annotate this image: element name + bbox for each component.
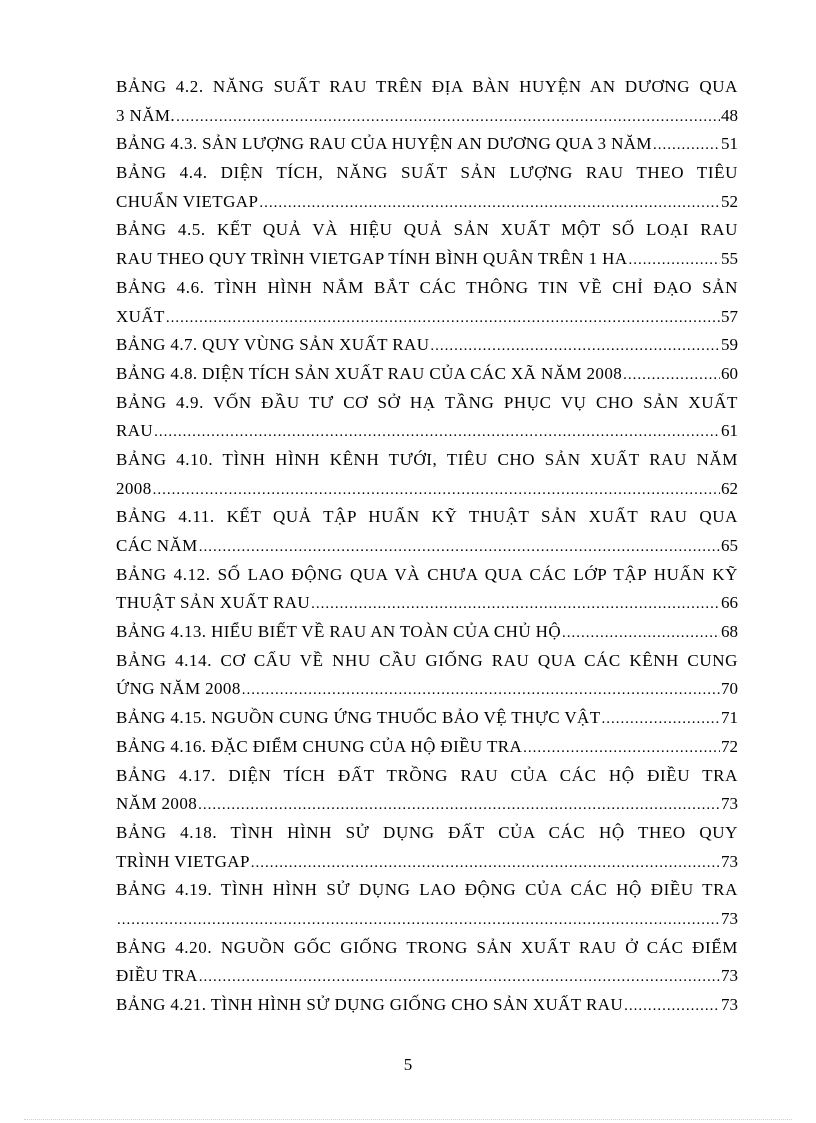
toc-page-number: 55 bbox=[721, 249, 738, 269]
toc-entry-leader-line bbox=[116, 905, 738, 934]
dot-leader bbox=[251, 849, 720, 877]
dot-leader bbox=[199, 533, 720, 561]
toc-page-number: 62 bbox=[721, 478, 738, 498]
toc-entry-title: RAU bbox=[116, 421, 154, 441]
toc-entry-leader-line bbox=[116, 589, 738, 618]
toc-entry[interactable] bbox=[116, 733, 738, 762]
table-of-tables bbox=[116, 73, 738, 1020]
toc-entry[interactable] bbox=[116, 159, 738, 216]
toc-entry-title: BẢNG 4.8. DIỆN TÍCH SẢN XUẤT RAU CỦA CÁC XÃ NĂM 2008 bbox=[116, 363, 623, 383]
dot-leader bbox=[153, 476, 720, 504]
dot-leader bbox=[623, 361, 720, 389]
dot-leader bbox=[653, 131, 720, 159]
toc-entry[interactable] bbox=[116, 216, 738, 273]
toc-entry-title-line: BẢNG 4.4. DIỆN TÍCH, NĂNG SUẤT SẢN LƯỢNG RAU THEO TIÊU bbox=[116, 163, 738, 183]
toc-entry-title: CHUẨN VIETGAP bbox=[116, 191, 259, 211]
toc-entry[interactable] bbox=[116, 360, 738, 389]
toc-entry-leader-line bbox=[116, 475, 738, 504]
dot-leader bbox=[430, 332, 720, 360]
toc-entry[interactable] bbox=[116, 130, 738, 159]
toc-page-number: 48 bbox=[721, 105, 738, 125]
dot-leader bbox=[311, 590, 720, 618]
toc-entry-title: 3 NĂM. bbox=[116, 105, 176, 125]
toc-entry[interactable] bbox=[116, 446, 738, 503]
toc-entry[interactable] bbox=[116, 389, 738, 446]
toc-entry-title: XUẤT bbox=[116, 306, 165, 326]
toc-entry-title: RAU THEO QUY TRÌNH VIETGAP TÍNH BÌNH QUÂN TRÊN 1 HA bbox=[116, 249, 628, 269]
toc-entry-title-line: BẢNG 4.12. SỐ LAO ĐỘNG QUA VÀ CHƯA QUA CÁC LỚP TẬP HUẤN KỸ bbox=[116, 564, 738, 584]
toc-entry-title-line: BẢNG 4.17. DIỆN TÍCH ĐẤT TRỒNG RAU CỦA CÁC HỘ ĐIỀU TRA bbox=[116, 765, 738, 785]
toc-page-number: 70 bbox=[721, 679, 738, 699]
toc-page-number: 73 bbox=[721, 794, 738, 814]
toc-page-number: 68 bbox=[721, 622, 738, 642]
toc-entry[interactable] bbox=[116, 503, 738, 560]
toc-entry[interactable] bbox=[116, 704, 738, 733]
toc-entry-leader-line bbox=[116, 962, 738, 991]
toc-entry[interactable] bbox=[116, 991, 738, 1020]
toc-entry-leader-line bbox=[116, 360, 738, 389]
toc-entry-title-line: BẢNG 4.9. VỐN ĐẦU TƯ CƠ SỞ HẠ TẦNG PHỤC VỤ CHO SẢN XUẤT bbox=[116, 392, 738, 412]
toc-entry-leader-line bbox=[116, 417, 738, 446]
dot-leader bbox=[259, 189, 720, 217]
toc-entry-title: BẢNG 4.15. NGUỒN CUNG ỨNG THUỐC BẢO VỆ THỰC VẬT bbox=[116, 708, 601, 728]
toc-entry-leader-line bbox=[116, 733, 738, 762]
toc-entry[interactable] bbox=[116, 331, 738, 360]
toc-entry-title: BẢNG 4.7. QUY VÙNG SẢN XUẤT RAU bbox=[116, 335, 430, 355]
toc-entry-title: ỨNG NĂM 2008 bbox=[116, 679, 241, 699]
toc-page-number: 51 bbox=[721, 134, 738, 154]
toc-page-number: 57 bbox=[721, 306, 738, 326]
toc-entry[interactable] bbox=[116, 934, 738, 991]
toc-entry-leader-line bbox=[116, 102, 738, 131]
page-number: 5 bbox=[403, 1055, 413, 1074]
dot-leader bbox=[154, 418, 720, 446]
toc-entry[interactable] bbox=[116, 647, 738, 704]
toc-entry-title: ĐIỀU TRA bbox=[116, 966, 198, 986]
dot-leader bbox=[602, 705, 720, 733]
toc-page-number: 52 bbox=[721, 191, 738, 211]
toc-entry-title: BẢNG 4.21. TÌNH HÌNH SỬ DỤNG GIỐNG CHO SẢN XUẤT RAU bbox=[116, 995, 624, 1014]
toc-page-number: 65 bbox=[721, 536, 738, 555]
toc-page-number: 73 bbox=[721, 966, 738, 986]
toc-entry-leader-line bbox=[116, 532, 738, 561]
toc-entry-leader-line bbox=[116, 331, 738, 360]
dot-leader bbox=[176, 103, 720, 131]
toc-page-number: 72 bbox=[721, 736, 738, 756]
toc-entry-leader-line bbox=[116, 704, 738, 733]
toc-entry-title-line: BẢNG 4.14. CƠ CẤU VỀ NHU CẦU GIỐNG RAU QUA CÁC KÊNH CUNG bbox=[116, 650, 738, 670]
toc-entry-title: BẢNG 4.3. SẢN LƯỢNG RAU CỦA HUYỆN AN DƯƠNG QUA 3 NĂM bbox=[116, 134, 652, 154]
dot-leader bbox=[166, 304, 720, 332]
dot-leader bbox=[242, 676, 720, 704]
toc-page-number: 71 bbox=[721, 708, 738, 728]
toc-entry-leader-line bbox=[116, 188, 738, 217]
dot-leader bbox=[562, 619, 720, 647]
toc-page-number: 73 bbox=[721, 908, 738, 928]
toc-entry[interactable] bbox=[116, 876, 738, 933]
toc-entry-leader-line bbox=[116, 790, 738, 819]
toc-entry-leader-line bbox=[116, 848, 738, 877]
toc-entry-title: CÁC NĂM bbox=[116, 536, 198, 555]
toc-entry-title-line: BẢNG 4.2. NĂNG SUẤT RAU TRÊN ĐỊA BÀN HUYỆN AN DƯƠNG QUA bbox=[116, 77, 738, 96]
toc-entry-title-line: BẢNG 4.18. TÌNH HÌNH SỬ DỤNG ĐẤT CỦA CÁC HỘ THEO QUY bbox=[116, 822, 738, 842]
toc-entry-leader-line bbox=[116, 130, 738, 159]
toc-entry[interactable] bbox=[116, 274, 738, 331]
toc-entry-leader-line bbox=[116, 303, 738, 332]
dot-leader bbox=[199, 963, 720, 991]
toc-entry-title: TRÌNH VIETGAP bbox=[116, 851, 250, 871]
toc-entry-title: BẢNG 4.16. ĐẶC ĐIỂM CHUNG CỦA HỘ ĐIỀU TRA bbox=[116, 736, 523, 756]
toc-entry[interactable] bbox=[116, 561, 738, 618]
toc-entry-title: 2008 bbox=[116, 478, 152, 498]
toc-entry[interactable] bbox=[116, 762, 738, 819]
toc-entry[interactable] bbox=[116, 73, 738, 130]
toc-page-number: 61 bbox=[721, 421, 738, 441]
toc-entry-title-line: BẢNG 4.6. TÌNH HÌNH NẮM BẮT CÁC THÔNG TIN VỀ CHỈ ĐẠO SẢN bbox=[116, 277, 738, 297]
toc-entry-leader-line bbox=[116, 245, 738, 274]
toc-page-number: 73 bbox=[721, 851, 738, 871]
dot-leader bbox=[117, 906, 720, 934]
toc-entry[interactable] bbox=[116, 618, 738, 647]
toc-page-number: 66 bbox=[721, 593, 738, 613]
dot-leader bbox=[198, 791, 720, 819]
toc-entry-leader-line bbox=[116, 991, 738, 1020]
toc-entry[interactable] bbox=[116, 819, 738, 876]
toc-entry-title: NĂM 2008 bbox=[116, 794, 198, 814]
toc-entry-title-line: BẢNG 4.11. KẾT QUẢ TẬP HUẤN KỸ THUẬT SẢN XUẤT RAU QUA bbox=[116, 507, 738, 527]
toc-entry-title-line: BẢNG 4.5. KẾT QUẢ VÀ HIỆU QUẢ SẢN XUẤT MỘT SỐ LOẠI RAU bbox=[116, 220, 738, 240]
page-bottom-rule bbox=[24, 1119, 792, 1120]
dot-leader bbox=[624, 992, 720, 1020]
toc-page-number: 73 bbox=[721, 995, 738, 1014]
toc-entry-leader-line bbox=[116, 618, 738, 647]
toc-page-number: 59 bbox=[721, 335, 738, 355]
toc-entry-title-line: BẢNG 4.20. NGUỒN GỐC GIỐNG TRONG SẢN XUẤT RAU Ở CÁC ĐIỂM bbox=[116, 937, 738, 957]
dot-leader bbox=[629, 246, 721, 274]
dot-leader bbox=[523, 734, 720, 762]
toc-entry-title-line: BẢNG 4.19. TÌNH HÌNH SỬ DỤNG LAO ĐỘNG CỦA CÁC HỘ ĐIỀU TRA bbox=[116, 880, 738, 900]
toc-page-number: 60 bbox=[721, 363, 738, 383]
toc-entry-title: BẢNG 4.13. HIỂU BIẾT VỀ RAU AN TOÀN CỦA CHỦ HỘ bbox=[116, 622, 561, 642]
toc-entry-title: THUẬT SẢN XUẤT RAU bbox=[116, 593, 311, 613]
toc-entry-title-line: BẢNG 4.10. TÌNH HÌNH KÊNH TƯỚI, TIÊU CHO SẢN XUẤT RAU NĂM bbox=[116, 449, 738, 469]
toc-entry-leader-line bbox=[116, 675, 738, 704]
